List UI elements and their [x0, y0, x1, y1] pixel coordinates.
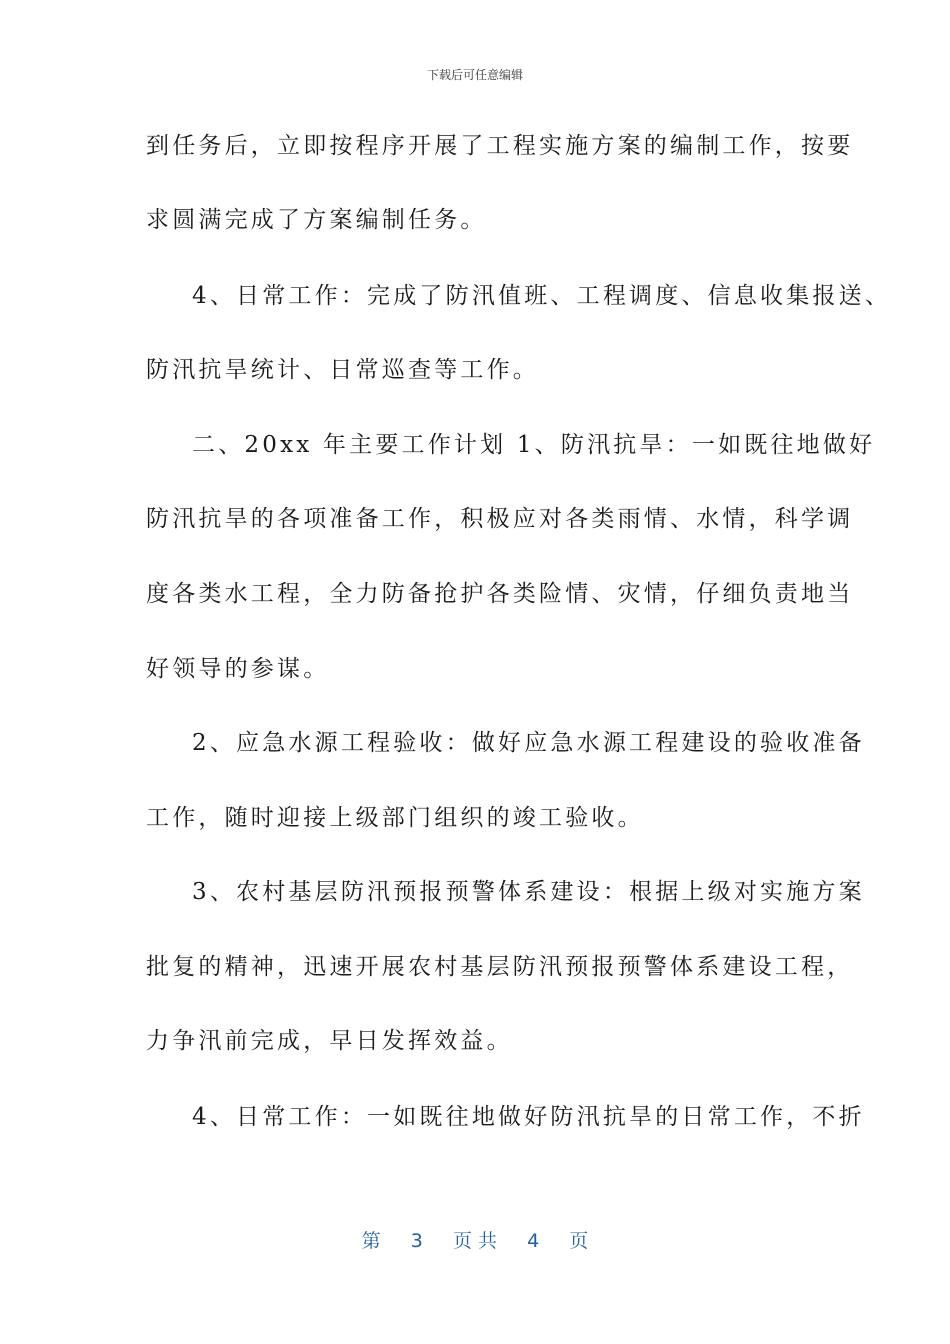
body-line: 到任务后，立即按程序开展了工程实施方案的编制工作，按要	[146, 133, 854, 159]
body-line: 批复的精神，迅速开展农村基层防汛预报预警体系建设工程，	[146, 954, 854, 980]
body-line: 度各类水工程，全力防备抢护各类险情、灾情，仔细负责地当	[146, 581, 854, 607]
body-line: 力争汛前完成，早日发挥效益。	[146, 1028, 513, 1054]
body-line: 2、应急水源工程验收：做好应急水源工程建设的验收准备	[192, 730, 865, 756]
footer-current-page: 3	[410, 1230, 423, 1252]
footer-suffix: 页	[569, 1230, 589, 1252]
body-line: 防汛抗旱的各项准备工作，积极应对各类雨情、水情，科学调	[146, 506, 854, 532]
footer-total-pages: 4	[527, 1230, 540, 1252]
page-number-footer	[0, 1226, 950, 1253]
body-line: 工作，随时迎接上级部门组织的竣工验收。	[146, 805, 644, 831]
header-note: 下载后可任意编辑	[426, 68, 523, 82]
body-line: 二、20xx 年主要工作计划 1、防汛抗旱：一如既往地做好	[192, 432, 876, 458]
body-line: 求圆满完成了方案编制任务。	[146, 207, 487, 233]
body-line: 4、日常工作：一如既往地做好防汛抗旱的日常工作，不折	[192, 1104, 865, 1130]
body-line: 4、日常工作：完成了防汛值班、工程调度、信息收集报送、	[192, 283, 892, 309]
footer-middle: 页 共	[452, 1230, 498, 1252]
body-line: 防汛抗旱统计、日常巡查等工作。	[146, 357, 539, 383]
footer-prefix: 第	[361, 1230, 381, 1252]
body-line: 好领导的参谋。	[146, 656, 330, 682]
body-line: 3、农村基层防汛预报预警体系建设：根据上级对实施方案	[192, 879, 865, 905]
